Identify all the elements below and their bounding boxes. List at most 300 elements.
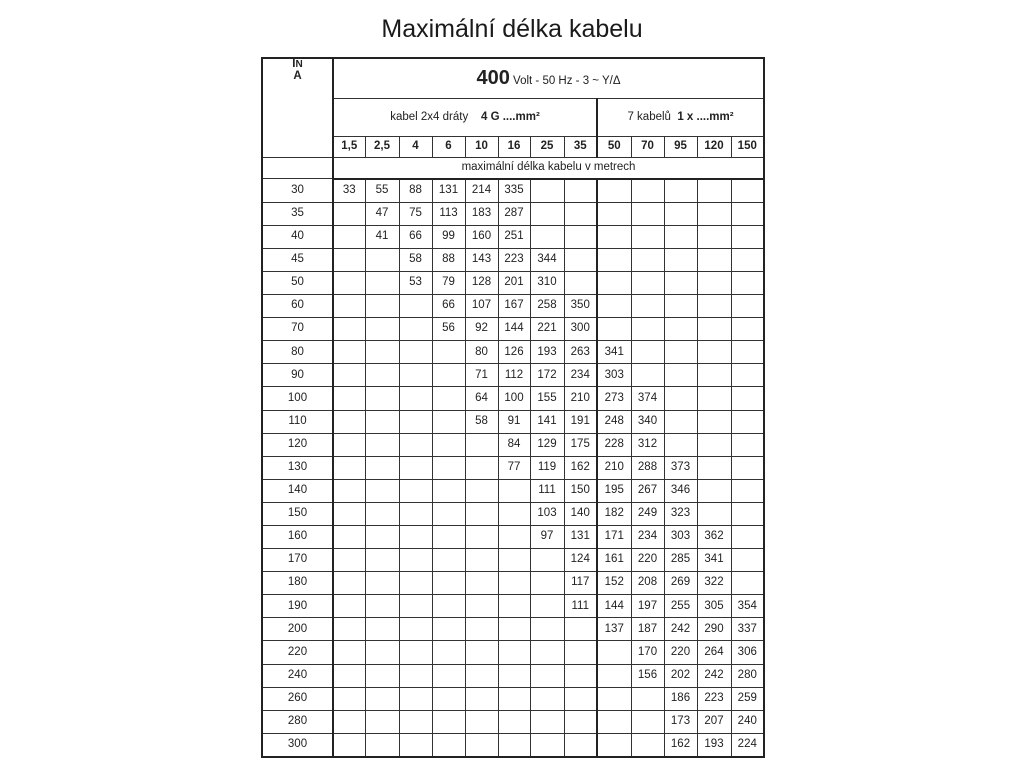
length-cell <box>399 549 432 572</box>
length-cell <box>498 618 530 641</box>
cross-section-header-row <box>262 136 764 157</box>
length-cell: 56 <box>432 318 465 341</box>
cable-group-2x4: kabel 2x4 dráty 4 G ....mm² <box>333 98 597 136</box>
length-cell: 171 <box>597 526 631 549</box>
table-row <box>262 225 764 248</box>
length-cell: 259 <box>731 687 764 710</box>
length-cell: 287 <box>498 202 530 225</box>
length-cell <box>631 225 664 248</box>
current-value: 200 <box>262 618 333 641</box>
length-cell: 144 <box>597 595 631 618</box>
current-value: 110 <box>262 410 333 433</box>
length-cell <box>365 364 399 387</box>
length-cell: 84 <box>498 433 530 456</box>
length-cell: 88 <box>399 179 432 203</box>
length-cell <box>564 664 597 687</box>
length-cell: 150 <box>564 479 597 502</box>
length-cell <box>399 710 432 733</box>
length-cell: 66 <box>432 295 465 318</box>
length-cell <box>597 248 631 271</box>
length-cell: 195 <box>597 479 631 502</box>
length-cell: 103 <box>530 502 564 525</box>
table-row <box>262 248 764 271</box>
length-cell: 66 <box>399 225 432 248</box>
length-cell <box>498 710 530 733</box>
table-row <box>262 595 764 618</box>
length-cell: 182 <box>597 502 631 525</box>
length-cell: 144 <box>498 318 530 341</box>
length-cell: 312 <box>631 433 664 456</box>
cross-section-2-5: 2,5 <box>365 136 399 157</box>
table-row <box>262 456 764 479</box>
length-cell <box>498 595 530 618</box>
length-cell: 303 <box>664 526 697 549</box>
length-cell: 373 <box>664 456 697 479</box>
length-cell <box>365 433 399 456</box>
length-cell <box>365 456 399 479</box>
length-cell <box>564 618 597 641</box>
cross-section-10: 10 <box>465 136 498 157</box>
length-cell <box>365 641 399 664</box>
length-cell <box>731 295 764 318</box>
length-cell <box>631 295 664 318</box>
length-cell <box>432 410 465 433</box>
length-cell <box>432 433 465 456</box>
length-cell <box>399 687 432 710</box>
length-cell <box>664 202 697 225</box>
current-unit: A <box>293 69 302 82</box>
length-cell <box>365 664 399 687</box>
length-cell <box>432 664 465 687</box>
cross-section-6: 6 <box>432 136 465 157</box>
length-cell: 58 <box>399 248 432 271</box>
cross-section-95: 95 <box>664 136 697 157</box>
length-cell: 240 <box>731 710 764 733</box>
length-cell: 264 <box>697 641 731 664</box>
length-cell <box>564 710 597 733</box>
length-cell <box>530 687 564 710</box>
length-cell <box>465 595 498 618</box>
length-cell <box>365 387 399 410</box>
length-cell: 288 <box>631 456 664 479</box>
length-cell <box>365 271 399 294</box>
length-cell <box>697 295 731 318</box>
current-value: 50 <box>262 271 333 294</box>
length-cell <box>564 733 597 757</box>
length-cell <box>664 410 697 433</box>
length-cell <box>697 364 731 387</box>
cross-section-16: 16 <box>498 136 530 157</box>
note-spacer <box>262 158 333 179</box>
current-value: 40 <box>262 225 333 248</box>
length-cell <box>333 248 365 271</box>
length-cell <box>365 410 399 433</box>
length-cell <box>530 641 564 664</box>
length-cell <box>432 572 465 595</box>
length-cell: 55 <box>365 179 399 203</box>
length-cell <box>697 225 731 248</box>
length-cell <box>432 687 465 710</box>
length-cell: 214 <box>465 179 498 203</box>
length-cell <box>432 364 465 387</box>
length-cell: 285 <box>664 549 697 572</box>
length-cell: 258 <box>530 295 564 318</box>
length-cell: 186 <box>664 687 697 710</box>
length-cell: 117 <box>564 572 597 595</box>
table-row <box>262 687 764 710</box>
length-cell <box>365 502 399 525</box>
length-cell <box>399 479 432 502</box>
length-cell: 71 <box>465 364 498 387</box>
length-cell <box>465 687 498 710</box>
current-value: 220 <box>262 641 333 664</box>
length-cell: 162 <box>664 733 697 757</box>
length-cell <box>631 179 664 203</box>
length-cell <box>399 341 432 364</box>
length-cell <box>697 410 731 433</box>
length-cell <box>664 295 697 318</box>
length-cell <box>530 595 564 618</box>
length-cell <box>597 687 631 710</box>
table-row <box>262 502 764 525</box>
length-cell <box>498 687 530 710</box>
length-cell: 193 <box>697 733 731 757</box>
length-cell <box>731 318 764 341</box>
length-cell <box>530 225 564 248</box>
length-cell: 193 <box>530 341 564 364</box>
length-cell <box>697 433 731 456</box>
length-cell <box>697 387 731 410</box>
length-cell: 220 <box>664 641 697 664</box>
length-cell <box>697 271 731 294</box>
current-header <box>262 58 333 158</box>
length-cell <box>697 341 731 364</box>
length-cell: 187 <box>631 618 664 641</box>
length-cell <box>465 710 498 733</box>
length-cell <box>664 387 697 410</box>
length-cell <box>365 318 399 341</box>
length-cell <box>365 526 399 549</box>
length-cell: 141 <box>530 410 564 433</box>
page-title: Maximální délka kabelu <box>381 15 643 43</box>
length-cell <box>399 526 432 549</box>
length-cell <box>731 387 764 410</box>
length-cell <box>399 318 432 341</box>
length-cell: 248 <box>597 410 631 433</box>
length-cell <box>530 733 564 757</box>
length-cell <box>731 179 764 203</box>
length-cell <box>465 526 498 549</box>
length-cell <box>498 641 530 664</box>
length-cell <box>597 202 631 225</box>
length-cell <box>664 318 697 341</box>
length-cell <box>731 341 764 364</box>
table-row <box>262 664 764 687</box>
table-row <box>262 479 764 502</box>
length-cell <box>731 456 764 479</box>
length-cell <box>697 179 731 203</box>
length-cell <box>498 479 530 502</box>
length-cell <box>564 271 597 294</box>
length-cell: 58 <box>465 410 498 433</box>
length-cell: 303 <box>597 364 631 387</box>
length-cell <box>664 341 697 364</box>
current-value: 140 <box>262 479 333 502</box>
length-cell <box>631 364 664 387</box>
current-value: 300 <box>262 733 333 757</box>
length-cell <box>597 295 631 318</box>
length-cell <box>333 641 365 664</box>
length-cell <box>465 641 498 664</box>
length-cell <box>631 248 664 271</box>
length-cell: 201 <box>498 271 530 294</box>
length-cell <box>597 318 631 341</box>
current-value: 130 <box>262 456 333 479</box>
length-cell: 191 <box>564 410 597 433</box>
length-cell: 341 <box>597 341 631 364</box>
length-cell <box>597 271 631 294</box>
current-value: 60 <box>262 295 333 318</box>
length-cell <box>333 387 365 410</box>
length-cell <box>333 202 365 225</box>
length-cell <box>365 479 399 502</box>
length-cell: 249 <box>631 502 664 525</box>
current-value: 240 <box>262 664 333 687</box>
length-cell: 91 <box>498 410 530 433</box>
length-cell <box>631 733 664 757</box>
length-cell: 223 <box>697 687 731 710</box>
length-cell <box>365 618 399 641</box>
table-row <box>262 364 764 387</box>
table-row <box>262 341 764 364</box>
table-row <box>262 549 764 572</box>
cross-section-150: 150 <box>731 136 764 157</box>
length-cell <box>597 641 631 664</box>
cross-section-120: 120 <box>697 136 731 157</box>
length-cell: 53 <box>399 271 432 294</box>
length-cell <box>465 502 498 525</box>
length-cell: 172 <box>530 364 564 387</box>
length-cell <box>465 433 498 456</box>
current-value: 100 <box>262 387 333 410</box>
length-cell <box>432 502 465 525</box>
table-row <box>262 641 764 664</box>
length-cell: 160 <box>465 225 498 248</box>
length-cell <box>399 295 432 318</box>
length-cell <box>498 526 530 549</box>
length-cell: 33 <box>333 179 365 203</box>
length-cell: 80 <box>465 341 498 364</box>
length-cell: 255 <box>664 595 697 618</box>
length-cell <box>697 318 731 341</box>
current-value: 170 <box>262 549 333 572</box>
length-cell <box>399 618 432 641</box>
length-cell: 77 <box>498 456 530 479</box>
length-cell <box>597 225 631 248</box>
length-cell: 234 <box>564 364 597 387</box>
length-cell: 273 <box>597 387 631 410</box>
length-cell <box>664 179 697 203</box>
length-cell: 173 <box>664 710 697 733</box>
length-cell: 161 <box>597 549 631 572</box>
length-cell <box>432 733 465 757</box>
length-cell: 337 <box>731 618 764 641</box>
length-cell: 175 <box>564 433 597 456</box>
length-cell: 207 <box>697 710 731 733</box>
length-cell <box>333 456 365 479</box>
table-row <box>262 433 764 456</box>
length-cell: 100 <box>498 387 530 410</box>
length-cell <box>731 479 764 502</box>
length-cell <box>333 271 365 294</box>
length-cell <box>365 295 399 318</box>
length-cell: 224 <box>731 733 764 757</box>
length-cell: 220 <box>631 549 664 572</box>
length-cell <box>731 248 764 271</box>
voltage-header-row <box>262 58 764 98</box>
length-cell: 183 <box>465 202 498 225</box>
length-cell <box>731 225 764 248</box>
length-cell: 111 <box>564 595 597 618</box>
length-cell: 126 <box>498 341 530 364</box>
cross-section-4: 4 <box>399 136 432 157</box>
length-cell <box>333 502 365 525</box>
length-cell <box>631 271 664 294</box>
length-cell: 64 <box>465 387 498 410</box>
table-row <box>262 179 764 203</box>
current-value: 160 <box>262 526 333 549</box>
length-cell <box>432 479 465 502</box>
length-cell <box>432 387 465 410</box>
length-cell: 251 <box>498 225 530 248</box>
length-cell: 128 <box>465 271 498 294</box>
length-cell: 306 <box>731 641 764 664</box>
table-row <box>262 202 764 225</box>
length-cell <box>399 572 432 595</box>
length-cell <box>530 572 564 595</box>
length-cell: 267 <box>631 479 664 502</box>
length-cell: 280 <box>731 664 764 687</box>
cable-group-header-row <box>262 98 764 136</box>
length-cell <box>465 549 498 572</box>
current-value: 30 <box>262 179 333 203</box>
length-cell <box>333 572 365 595</box>
length-cell: 129 <box>530 433 564 456</box>
length-cell <box>597 733 631 757</box>
length-cell: 242 <box>697 664 731 687</box>
length-cell <box>399 387 432 410</box>
length-cell: 111 <box>530 479 564 502</box>
cross-section-25: 25 <box>530 136 564 157</box>
length-cell: 290 <box>697 618 731 641</box>
length-cell: 107 <box>465 295 498 318</box>
length-cell: 131 <box>564 526 597 549</box>
length-cell <box>631 687 664 710</box>
table-row <box>262 618 764 641</box>
length-cell <box>432 710 465 733</box>
length-cell <box>399 641 432 664</box>
length-cell: 112 <box>498 364 530 387</box>
length-cell <box>432 526 465 549</box>
length-cell: 137 <box>597 618 631 641</box>
length-cell: 119 <box>530 456 564 479</box>
length-cell <box>498 502 530 525</box>
length-cell: 113 <box>432 202 465 225</box>
length-cell <box>333 733 365 757</box>
length-cell: 234 <box>631 526 664 549</box>
length-cell: 170 <box>631 641 664 664</box>
length-cell <box>365 595 399 618</box>
length-cell <box>731 364 764 387</box>
current-value: 120 <box>262 433 333 456</box>
length-cell <box>333 295 365 318</box>
note-row <box>262 158 764 179</box>
length-cell <box>365 733 399 757</box>
length-cell <box>697 248 731 271</box>
length-cell <box>664 271 697 294</box>
length-cell: 143 <box>465 248 498 271</box>
length-cell: 92 <box>465 318 498 341</box>
current-value: 180 <box>262 572 333 595</box>
length-cell <box>731 502 764 525</box>
length-cell <box>597 179 631 203</box>
table-row <box>262 318 764 341</box>
cross-section-1-5: 1,5 <box>333 136 365 157</box>
length-cell <box>498 572 530 595</box>
length-cell <box>530 549 564 572</box>
length-cell: 162 <box>564 456 597 479</box>
length-cell: 167 <box>498 295 530 318</box>
length-cell <box>664 364 697 387</box>
length-cell: 300 <box>564 318 597 341</box>
table-row <box>262 271 764 294</box>
length-cell: 88 <box>432 248 465 271</box>
length-cell <box>399 595 432 618</box>
length-cell <box>731 572 764 595</box>
length-cell <box>432 618 465 641</box>
length-cell <box>333 710 365 733</box>
length-cell <box>498 733 530 757</box>
length-cell: 346 <box>664 479 697 502</box>
length-cell <box>465 479 498 502</box>
length-cell: 75 <box>399 202 432 225</box>
length-cell: 140 <box>564 502 597 525</box>
length-cell: 362 <box>697 526 731 549</box>
length-cell <box>333 433 365 456</box>
length-cell: 323 <box>664 502 697 525</box>
length-cell <box>731 271 764 294</box>
length-cell: 208 <box>631 572 664 595</box>
length-cell <box>365 687 399 710</box>
length-cell <box>530 202 564 225</box>
cross-section-70: 70 <box>631 136 664 157</box>
current-value: 150 <box>262 502 333 525</box>
length-cell <box>399 410 432 433</box>
current-value: 280 <box>262 710 333 733</box>
length-cell <box>564 202 597 225</box>
length-cell <box>432 341 465 364</box>
length-cell <box>432 595 465 618</box>
note-cell: maximální délka kabelu v metrech <box>333 158 764 179</box>
length-cell <box>465 572 498 595</box>
length-cell <box>432 456 465 479</box>
length-cell: 269 <box>664 572 697 595</box>
length-cell: 341 <box>697 549 731 572</box>
length-cell <box>333 549 365 572</box>
length-cell: 97 <box>530 526 564 549</box>
length-cell <box>697 479 731 502</box>
length-cell <box>731 410 764 433</box>
